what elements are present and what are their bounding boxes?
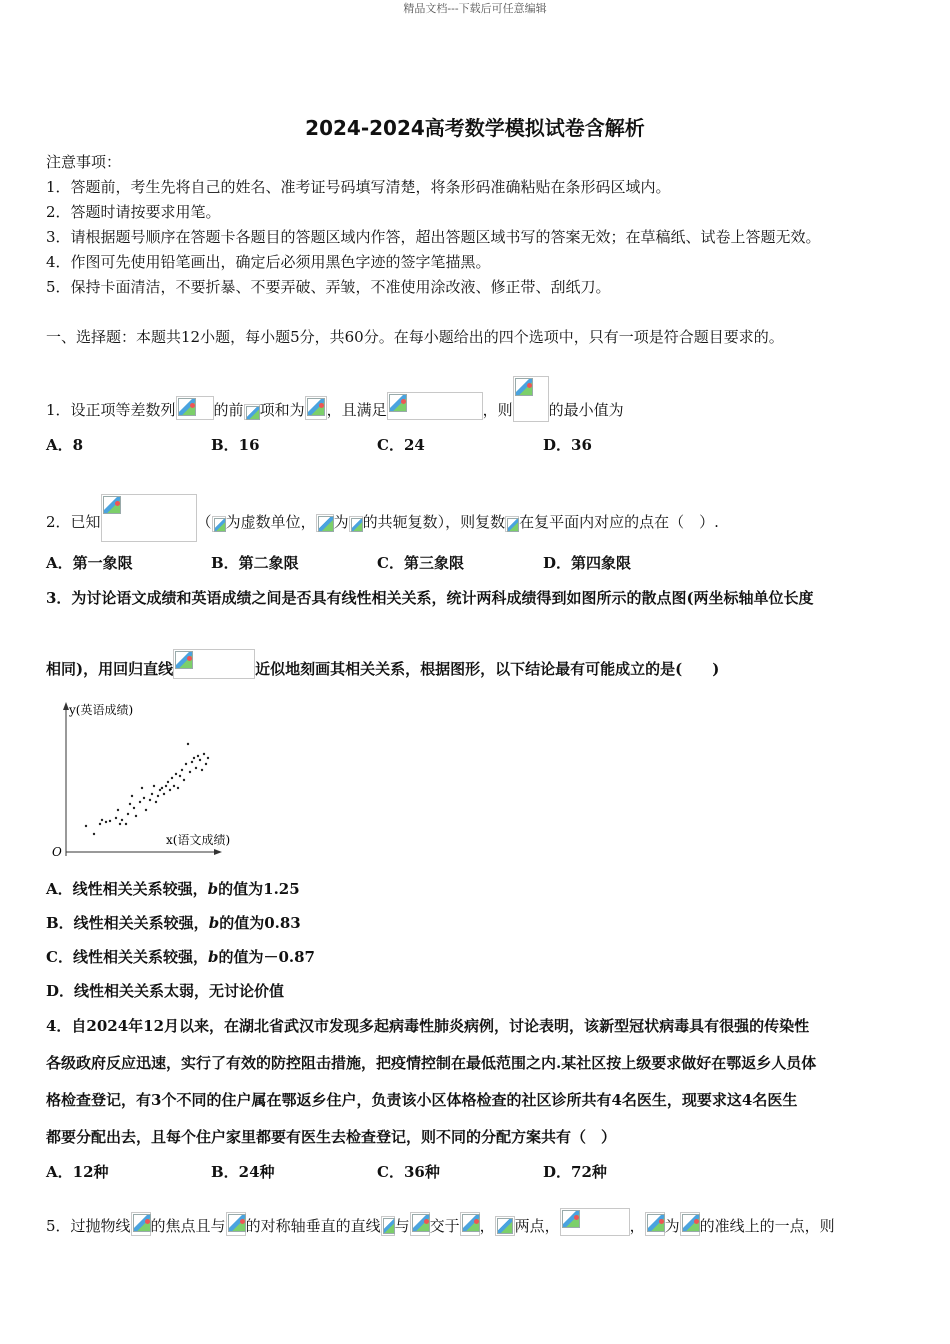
scatter-point (99, 823, 101, 825)
scatter-point (117, 809, 119, 811)
notice-item-3: 3．请根据题号顺序在答题卡各题目的答题区域内作答，超出答题区域书写的答案无效；在草稿纸、试卷上答题无效。 (46, 228, 821, 246)
q3-text: 相同)，用回归直线 (46, 660, 174, 678)
scatter-point (183, 779, 185, 781)
scatter-point (145, 809, 147, 811)
formula-image-icon (131, 1212, 151, 1236)
q4-option-b: B．24种 (211, 1163, 275, 1181)
scatter-point (199, 759, 201, 761)
q3-option-c (46, 947, 315, 967)
option-text: 的值为0.83 (219, 914, 301, 932)
scatter-point (141, 787, 143, 789)
q2-text: 为虚数单位， (225, 513, 316, 531)
q1-option-d: D．36 (543, 436, 592, 454)
q4-option-a: A．12种 (46, 1163, 109, 1181)
formula-image-icon (513, 376, 549, 422)
scatter-point (143, 797, 145, 799)
formula-image-icon (505, 516, 519, 532)
q3-option-b (46, 913, 301, 933)
scatter-point (185, 763, 187, 765)
q4-line-4: 都要分配出去，且每个住户家里都要有医生去检查登记，则不同的分配方案共有（ ） (46, 1128, 617, 1146)
q5-text: 的焦点且与 (150, 1217, 226, 1235)
notice-item-5: 5．保持卡面清洁，不要折暴、不要弄破、弄皱，不准使用涂改液、修正带、刮纸刀。 (46, 278, 611, 296)
formula-image-icon (381, 1216, 395, 1236)
option-text: 的值为－0.87 (218, 948, 315, 966)
notice-item-4: 4．作图可先使用铅笔画出，确定后必须用黑色字迹的签字笔描黑。 (46, 253, 491, 271)
option-var: b (207, 880, 219, 898)
x-axis-label: x(语文成绩) (166, 833, 231, 847)
formula-image-icon (226, 1212, 246, 1236)
scatter-point (181, 769, 183, 771)
scatter-point (161, 787, 163, 789)
scatter-point (155, 801, 157, 803)
scatter-point (179, 775, 181, 777)
q3-line-2 (46, 649, 719, 679)
q1-option-a: A．8 (46, 436, 84, 454)
q3-text: 近似地刻画其相关关系，根据图形，以下结论最有可能成立的是( ) (255, 660, 720, 678)
q1-option-c: C．24 (377, 436, 425, 454)
scatter-point (129, 803, 131, 805)
q5-text: ， (479, 1217, 495, 1235)
q3-option-a (46, 879, 300, 899)
scatter-point (149, 799, 151, 801)
scatter-point (163, 793, 165, 795)
scatter-point (101, 819, 103, 821)
formula-image-icon (349, 516, 363, 532)
scatter-point (191, 761, 193, 763)
scatter-point (193, 757, 195, 759)
option-text: A．线性相关关系较强， (46, 880, 208, 898)
formula-image-icon (316, 514, 334, 532)
q2-option-c: C．第三象限 (377, 554, 464, 572)
origin-label: O (52, 845, 62, 859)
option-text: D．线性相关关系太弱，无讨论价值 (46, 982, 285, 1000)
scatter-plot-figure (46, 698, 246, 862)
q2-text: （ (196, 513, 212, 531)
scatter-point (121, 819, 123, 821)
scatter-point (153, 785, 155, 787)
scatter-point (125, 823, 127, 825)
scatter-point (105, 821, 107, 823)
scatter-point (157, 795, 159, 797)
scatter-point (135, 815, 137, 817)
y-axis-label: y(英语成绩) (69, 703, 134, 717)
q4-option-c: C．36种 (377, 1163, 440, 1181)
q5-text: 两点， (514, 1217, 560, 1235)
scatter-point (119, 823, 121, 825)
scatter-point (115, 817, 117, 819)
scatter-point (175, 773, 177, 775)
scatter-point (131, 795, 133, 797)
notice-item-2: 2．答题时请按要求用笔。 (46, 203, 221, 221)
formula-image-icon (645, 1212, 665, 1236)
q1-text: 的最小值为 (548, 401, 624, 419)
scatter-point (195, 767, 197, 769)
option-text: B．线性相关关系较强， (46, 914, 209, 932)
page-title: 2024-2024高考数学模拟试卷含解析 (305, 116, 645, 140)
q2-option-b: B．第二象限 (211, 554, 299, 572)
q2-text: 为 (333, 513, 349, 531)
formula-image-icon (176, 396, 214, 420)
formula-image-icon (101, 494, 197, 542)
scatter-point (171, 777, 173, 779)
q2-option-a: A．第一象限 (46, 554, 133, 572)
formula-image-icon (305, 396, 327, 420)
formula-image-icon (244, 404, 260, 420)
scatter-point (133, 807, 135, 809)
option-text: 的值为1.25 (218, 880, 300, 898)
q1-option-b: B．16 (211, 436, 260, 454)
q5-text: 与 (394, 1217, 410, 1235)
q4-option-d: D．72种 (543, 1163, 607, 1181)
option-text: C．线性相关关系较强， (46, 948, 208, 966)
q2-text: 2．已知 (46, 513, 101, 531)
section-heading: 一、选择题：本题共12小题，每小题5分，共60分。在每小题给出的四个选项中，只有一项是符合题目要求的。 (46, 328, 784, 346)
q1-text: ，且满足 (326, 401, 387, 419)
q2-text: 的共轭复数），则复数 (362, 513, 506, 531)
scatter-point (197, 755, 199, 757)
header-note: 精品文档---下载后可任意编辑 (403, 2, 547, 15)
option-var: b (208, 914, 220, 932)
scatter-point (151, 793, 153, 795)
q5-text: 的准线上的一点，则 (699, 1217, 835, 1235)
q2-option-d: D．第四象限 (543, 554, 632, 572)
scatter-point (85, 825, 87, 827)
scatter-point (109, 820, 111, 822)
question-2 (46, 494, 719, 532)
formula-image-icon (387, 392, 483, 420)
scatter-point (127, 813, 129, 815)
scatter-point (169, 789, 171, 791)
x-axis-arrow-icon (214, 849, 222, 855)
question-1 (46, 376, 624, 420)
q5-text: 的对称轴垂直的直线 (245, 1217, 381, 1235)
scatter-point (177, 787, 179, 789)
scatter-point (205, 763, 207, 765)
q2-text: 在复平面内对应的点在（ ）. (519, 513, 719, 531)
scatter-point (203, 753, 205, 755)
q5-text: 交于 (429, 1217, 460, 1235)
q4-line-1: 4．自2024年12月以来，在湖北省武汉市发现多起病毒性肺炎病例，讨论表明，该新型冠状病毒具有很强的传染性 (46, 1017, 810, 1035)
scatter-point (165, 785, 167, 787)
formula-image-icon (212, 516, 226, 532)
q1-text: 的前 (213, 401, 244, 419)
option-var: b (207, 948, 219, 966)
scatter-point (173, 785, 175, 787)
question-5 (46, 1208, 835, 1236)
q4-line-3: 格检查登记，有3个不同的住户属在鄂返乡住户，负责该小区体格检查的社区诊所共有4名医生，现要求这4名医生 (46, 1091, 798, 1109)
scatter-point (93, 833, 95, 835)
scatter-point (201, 769, 203, 771)
q3-line-1: 3．为讨论语文成绩和英语成绩之间是否具有线性相关关系，统计两科成绩得到如图所示的散点图(两坐标轴单位长度 (46, 589, 814, 607)
q5-text: 5．过抛物线 (46, 1217, 131, 1235)
notice-item-1: 1．答题前，考生先将自己的姓名、准考证号码填写清楚，将条形码准确粘贴在条形码区域内。 (46, 178, 671, 196)
scatter-point (159, 789, 161, 791)
q1-text: 1．设正项等差数列 (46, 401, 176, 419)
q4-line-2: 各级政府反应迅速，实行了有效的防控阻击措施，把疫情控制在最低范围之内.某社区按上级要求做好在鄂返乡人员体 (46, 1054, 817, 1072)
scatter-point (187, 743, 189, 745)
formula-image-icon (495, 1216, 515, 1236)
scatter-point (207, 757, 209, 759)
q1-text: ，则 (482, 401, 513, 419)
formula-image-icon (173, 649, 255, 679)
formula-image-icon (560, 1208, 630, 1236)
formula-image-icon (460, 1212, 480, 1236)
formula-image-icon (410, 1212, 430, 1236)
q5-text: 为 (664, 1217, 680, 1235)
q1-text: 项和为 (259, 401, 305, 419)
formula-image-icon (680, 1212, 700, 1236)
scatter-points (85, 743, 209, 835)
q3-option-d (46, 981, 284, 1001)
notice-heading: 注意事项： (46, 153, 122, 171)
scatter-point (167, 781, 169, 783)
scatter-point (139, 801, 141, 803)
scatter-point (189, 771, 191, 773)
q5-text: ， (629, 1217, 645, 1235)
